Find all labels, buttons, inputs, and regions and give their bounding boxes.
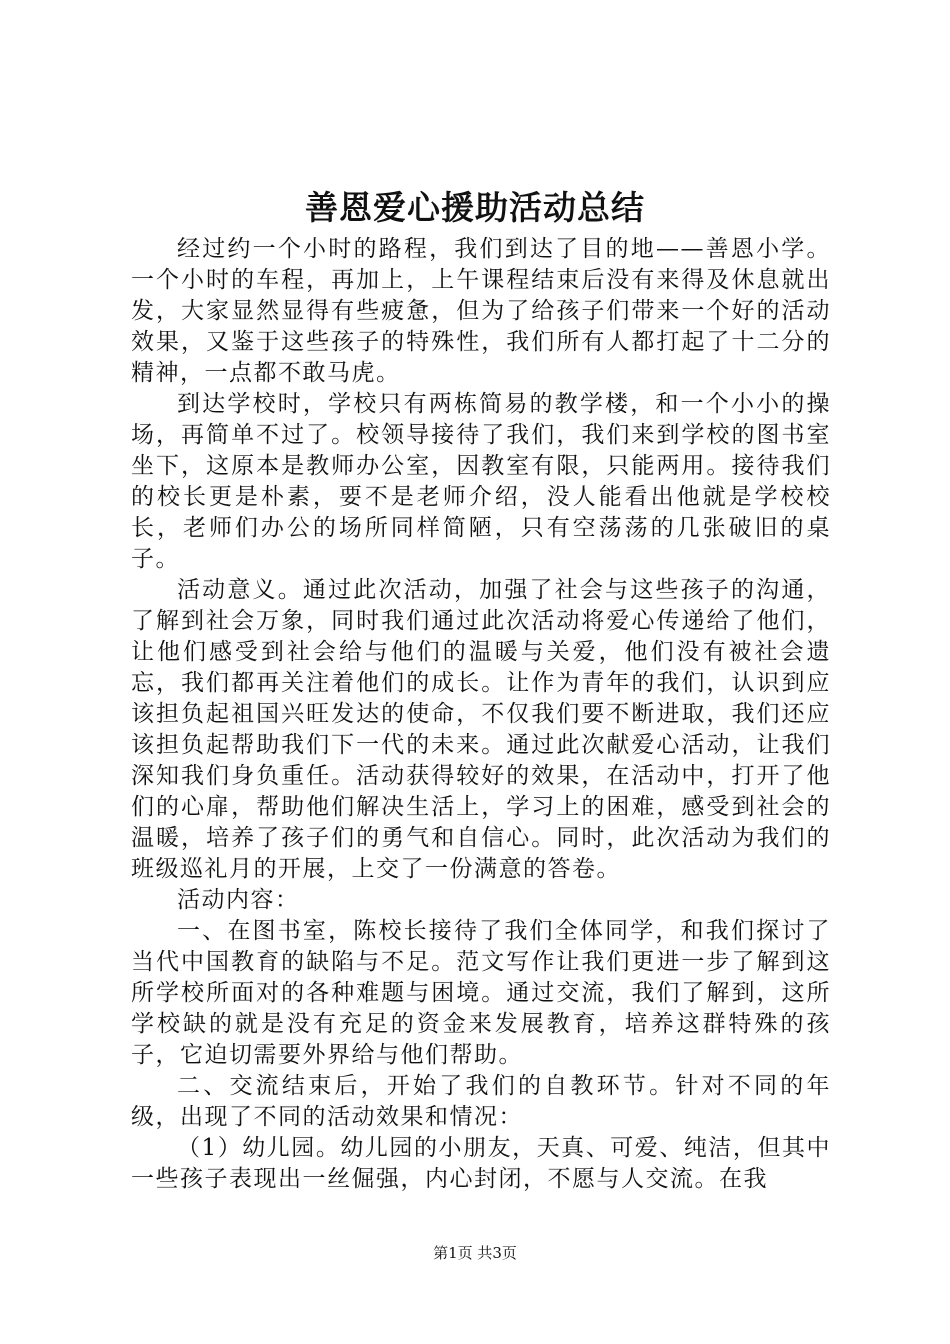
paragraph-kindergarten: （1）幼儿园。幼儿园的小朋友，天真、可爱、纯洁，但其中一些孩子表现出一丝倔强，内心封闭，不愿与人交流。在我	[131, 1135, 831, 1192]
document-body	[131, 234, 831, 1195]
page-footer: 第1页 共3页	[433, 1244, 517, 1262]
paragraph-school: 到达学校时，学校只有两栋简易的教学楼，和一个小小的操场，再简单不过了。校领导接待了我们，我们来到学校的图书室坐下，这原本是教师办公室，因教室有限，只能两用。接待我们的校长更是朴素，要不是老师介绍，没人能看出他就是学校校长，老师们办公的场所同样简陋，只有空荡荡的几张破旧的桌子。	[131, 391, 831, 572]
document-title: 善恩爱心援助活动总结	[305, 188, 645, 227]
paragraph-library: 一、在图书室，陈校长接待了我们全体同学，和我们探讨了当代中国教育的缺陷与不足。范文写作让我们更进一步了解到这所学校所面对的各种难题与困境。通过交流，我们了解到，这所学校缺的就是没有充足的资金来发展教育，培养这群特殊的孩子，它迫切需要外界给与他们帮助。	[131, 918, 831, 1068]
paragraph-significance: 活动意义。通过此次活动，加强了社会与这些孩子的沟通，了解到社会万象，同时我们通过此次活动将爱心传递给了他们，让他们感受到社会给与他们的温暖与关爱，他们没有被社会遗忘，我们都再关注着他们的成长。让作为青年的我们，认识到应该担负起祖国兴旺发达的使命，不仅我们要不断进取，我们还应该担负起帮助我们下一代的未来。通过此次献爱心活动，让我们深知我们身负重任。活动获得较好的效果，在活动中，打开了他们的心扉，帮助他们解决生活上，学习上的困难，感受到社会的温暖，培养了孩子们的勇气和自信心。同时，此次活动为我们的班级巡礼月的开展，上交了一份满意的答卷。	[131, 577, 831, 882]
paragraph-content-heading: 活动内容：	[177, 887, 300, 913]
paragraph-arrival: 经过约一个小时的路程，我们到达了目的地——善恩小学。一个小时的车程，再加上，上午课程结束后没有来得及休息就出发，大家显然显得有些疲惫，但为了给孩子们带来一个好的活动效果，又鉴于这些孩子的特殊性，我们所有人都打起了十二分的精神，一点都不敢马虎。	[131, 236, 831, 386]
paragraph-teaching: 二、交流结束后，开始了我们的自教环节。针对不同的年级，出现了不同的活动效果和情况：	[131, 1073, 831, 1130]
